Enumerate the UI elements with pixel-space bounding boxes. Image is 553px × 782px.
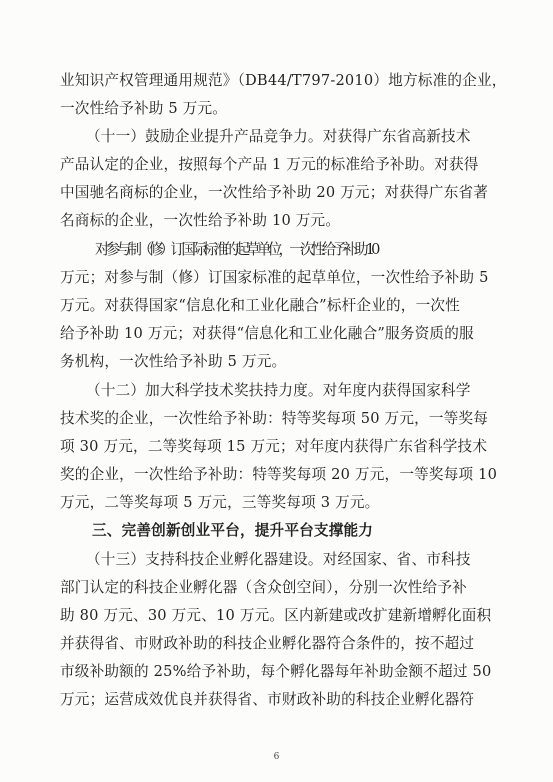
text-line: 项 30 万元，二等奖每项 15 万元；对年度内获得广东省科学技术 — [60, 438, 488, 455]
text-line: 务机构，一次性给予补助 5 万元。 — [60, 353, 287, 370]
text-line: 中国驰名商标的企业，一次性给予补助 20 万元；对获得广东省著 — [60, 184, 489, 201]
text-line: 助 80 万元、30 万元、10 万元。区内新建或改扩建新增孵化面积 — [60, 607, 492, 624]
text-line: 部门认定的科技企业孵化器（含众创空间），分别一次性给予补 — [60, 579, 467, 596]
text-line: 万元；对参与制（修）订国家标准的起草单位，一次性给予补助 5 — [60, 269, 489, 286]
text-line: 万元，二等奖每项 5 万元，三等奖每项 3 万元。 — [60, 494, 380, 511]
text-line: 市级补助额的 25%给予补助，每个孵化器每年补助金额不超过 50 — [60, 663, 492, 680]
text-line: 万元；运营成效优良并获得省、市财政补助的科技企业孵化器符 — [60, 691, 475, 708]
text-line: 给予补助 10 万元；对获得“信息化和工业化融合”服务资质的服 — [60, 325, 474, 342]
text-line: 产品认定的企业，按照每个产品 1 万元的标准给予补助。对获得 — [60, 156, 479, 173]
section-heading-line: （十三）支持科技企业孵化器建设。对经国家、省、市科技 — [86, 551, 471, 568]
page-number: 6 — [273, 752, 280, 762]
paragraph-start-line: 对参与制（修）订国际标准的起草单位，一次性给予补助 10 — [95, 241, 377, 258]
text-line: 名商标的企业，一次性给予补助 10 万元。 — [60, 212, 341, 229]
chapter-heading: 三、完善创新创业平台，提升平台支撑能力 — [92, 522, 374, 539]
text-line: 万元。对获得国家“信息化和工业化融合”标杆企业的，一次性 — [60, 297, 460, 314]
text-line: 一次性给予补助 5 万元。 — [60, 100, 228, 117]
section-heading-line: （十二）加大科学技术奖扶持力度。对年度内获得国家科学 — [86, 382, 471, 399]
section-heading-line: （十一）鼓励企业提升产品竞争力。对获得广东省高新技术 — [86, 128, 471, 145]
text-line: 奖的企业，一次性给予补助：特等奖每项 20 万元，一等奖每项 10 — [60, 466, 498, 483]
text-line: 技术奖的企业，一次性给予补助：特等奖每项 50 万元，一等奖每 — [60, 410, 489, 427]
text-line: 业知识产权管理通用规范》（DB44/T797-2010）地方标准的企业， — [60, 72, 507, 89]
text-line: 并获得省、市财政补助的科技企业孵化器符合条件的，按不超过 — [60, 635, 475, 652]
